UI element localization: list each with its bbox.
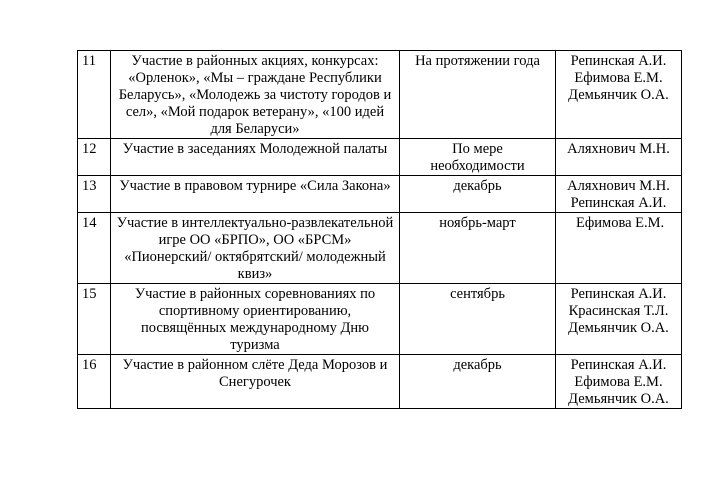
event-term: ноябрь-март (400, 213, 556, 284)
responsible-persons (556, 176, 682, 213)
row-number: 14 (78, 213, 111, 284)
responsible-person: Репинская А.И. (570, 195, 667, 211)
row-number: 12 (78, 139, 111, 176)
responsible-person: Репинская А.И. (570, 357, 667, 373)
responsible-persons (556, 284, 682, 355)
table-row (78, 139, 682, 176)
table-row (78, 355, 682, 409)
responsible-person: Аляхнович М.Н. (567, 141, 670, 157)
responsible-person: Ефимова Е.М. (574, 70, 663, 86)
responsible-person: Репинская А.И. (570, 53, 667, 69)
event-description: Участие в районном слёте Деда Морозов и Снегурочек (111, 355, 400, 409)
table-row (78, 51, 682, 139)
row-number: 16 (78, 355, 111, 409)
event-term: декабрь (400, 355, 556, 409)
table-row (78, 284, 682, 355)
responsible-person: Демьянчик О.А. (568, 87, 669, 103)
responsible-persons (556, 139, 682, 176)
responsible-person: Ефимова Е.М. (576, 215, 665, 231)
event-description: Участие в заседаниях Молодежной палаты (111, 139, 400, 176)
event-term: декабрь (400, 176, 556, 213)
event-description: Участие в интеллектуально-развлекательной игре ОО «БРПО», ОО «БРСМ» «Пионерский/ октябрятский/ молодежный квиз» (111, 213, 400, 284)
table-row (78, 213, 682, 284)
row-number: 15 (78, 284, 111, 355)
row-number: 11 (78, 51, 111, 139)
event-term: По мере необходимости (400, 139, 556, 176)
event-description: Участие в районных акциях, конкурсах: «Орленок», «Мы – граждане Республики Беларусь», «Молодежь за чистоту городов и сел», «Мой подарок ветерану», «100 идей для Беларуси» (111, 51, 400, 139)
event-description: Участие в районных соревнованиях по спортивному ориентированию, посвящённых международному Дню туризма (111, 284, 400, 355)
events-plan-table (77, 50, 682, 409)
responsible-person: Ефимова Е.М. (574, 374, 663, 390)
responsible-person: Демьянчик О.А. (568, 320, 669, 336)
event-term: сентябрь (400, 284, 556, 355)
row-number: 13 (78, 176, 111, 213)
table-row (78, 176, 682, 213)
responsible-person: Аляхнович М.Н. (567, 178, 670, 194)
responsible-person: Красинская Т.Л. (568, 303, 669, 319)
responsible-person: Репинская А.И. (570, 286, 667, 302)
responsible-persons (556, 51, 682, 139)
event-term: На протяжении года (400, 51, 556, 139)
responsible-person: Демьянчик О.А. (568, 391, 669, 407)
event-description: Участие в правовом турнире «Сила Закона» (111, 176, 400, 213)
responsible-persons (556, 213, 682, 284)
responsible-persons (556, 355, 682, 409)
